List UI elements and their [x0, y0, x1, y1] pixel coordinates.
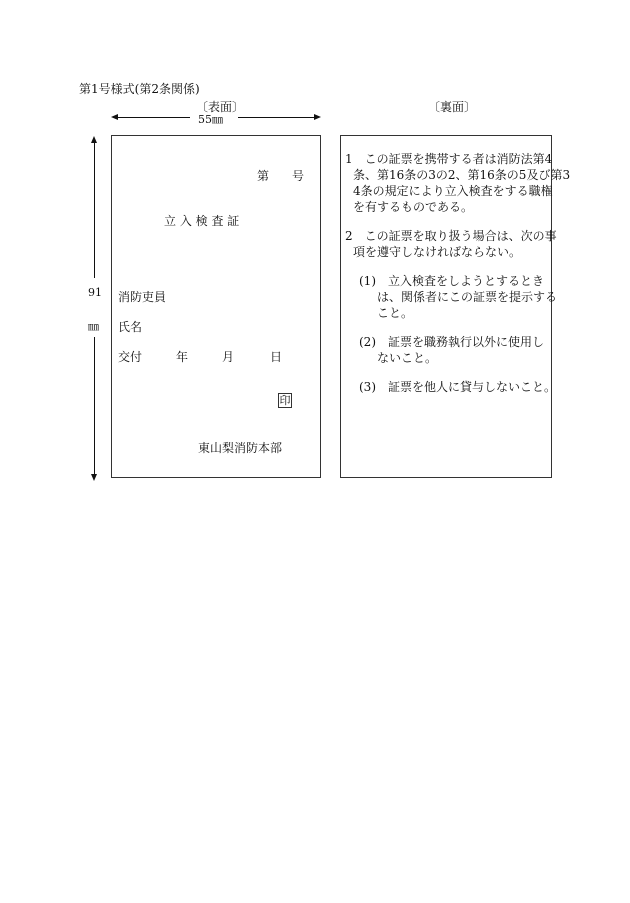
field-month: 月 [222, 350, 235, 364]
back-sub-2-line-1: (2) 証票を職務執行以外に使用し [359, 335, 544, 349]
back-sub-3-line-1: (3) 証票を他人に貸与しないこと。 [359, 380, 556, 394]
height-dimension-line-bottom [94, 337, 95, 475]
back-item-1-line-1: 1 この証票を携帯する者は消防法第4 [345, 152, 553, 166]
width-arrow-right-icon [314, 114, 321, 120]
height-arrow-down-icon [91, 474, 97, 481]
width-dimension-line-left [116, 117, 190, 118]
card-title: 立 入 検 査 証 [164, 214, 240, 228]
number-label-go: 号 [292, 169, 305, 183]
width-dimension-line-right [238, 117, 315, 118]
back-item-1-line-4: を有するものである。 [353, 200, 474, 214]
field-issued: 交付 [118, 350, 143, 364]
back-item-1-line-3: 4条の規定により立入検査をする職権 [353, 184, 553, 198]
number-label-dai: 第 [257, 169, 270, 183]
front-card [111, 135, 321, 478]
back-sub-1-line-1: (1) 立入検査をしようとするとき [359, 274, 544, 288]
field-name: 氏名 [118, 320, 143, 334]
back-item-1-line-2: 条、第16条の3の2、第16条の5及び第3 [353, 168, 571, 182]
back-item-2-line-2: 項を遵守しなければならない。 [353, 245, 522, 259]
issuer-name: 東山梨消防本部 [198, 441, 283, 455]
back-side-label: 〔裏面〕 [428, 100, 477, 114]
front-side-label: 〔表面〕 [196, 100, 245, 114]
field-year: 年 [176, 350, 189, 364]
form-title: 第1号様式(第2条関係) [79, 82, 200, 96]
field-day: 日 [270, 350, 283, 364]
width-dimension-label: 55㎜ [198, 113, 223, 126]
back-sub-1-line-3: こと。 [377, 306, 414, 320]
field-official: 消防吏員 [118, 290, 167, 304]
height-dimension-line-top [94, 142, 95, 278]
seal-stamp: 印 [279, 394, 291, 407]
height-dimension-unit: ㎜ [88, 320, 99, 333]
back-sub-2-line-2: ないこと。 [377, 351, 438, 365]
back-item-2-line-1: 2 この証票を取り扱う場合は、次の事 [345, 229, 557, 243]
back-sub-1-line-2: は、関係者にこの証票を提示する [377, 290, 558, 304]
height-dimension-number: 91 [88, 286, 102, 299]
